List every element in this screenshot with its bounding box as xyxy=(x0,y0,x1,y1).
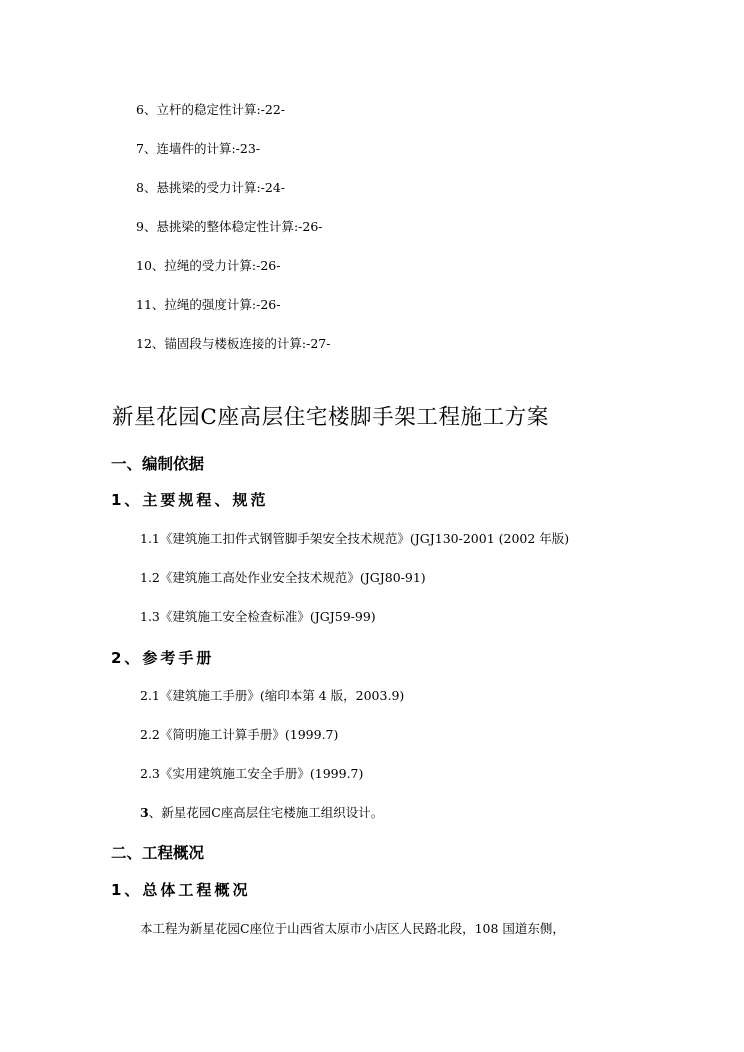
toc-item: 6、立杆的稳定性计算:-22- xyxy=(136,102,286,117)
reference-item: 1.1《建筑施工扣件式钢管脚手架安全技术规范》(JGJ130-2001 (2002 年版) xyxy=(140,531,570,546)
toc-item: 12、锚固段与楼板连接的计算:-27- xyxy=(136,336,331,351)
toc-item: 11、拉绳的强度计算:-26- xyxy=(136,297,281,312)
toc-item: 10、拉绳的受力计算:-26- xyxy=(136,258,281,273)
overview-paragraph: 本工程为新星花园C座位于山西省太原市小店区人民路北段，108 国道东侧， xyxy=(140,921,565,936)
toc-item: 8、悬挑梁的受力计算:-24- xyxy=(136,180,286,195)
subsection-heading-regulations: 1、主要规程、规范 xyxy=(111,491,269,509)
reference-item: 2.1《建筑施工手册》(缩印本第 4 版，2003.9) xyxy=(140,688,405,703)
item-text: 、新星花园C座高层住宅楼施工组织设计。 xyxy=(148,805,384,820)
section-heading-basis: 一、编制依据 xyxy=(111,455,205,473)
subsection-heading-general: 1、总体工程概况 xyxy=(111,881,251,899)
document-title: 新星花园C座高层住宅楼脚手架工程施工方案 xyxy=(112,405,549,430)
reference-item: 2.2《简明施工计算手册》(1999.7) xyxy=(140,727,339,742)
toc-item: 7、连墙件的计算:-23- xyxy=(136,141,261,156)
section-heading-overview: 二、工程概况 xyxy=(111,844,205,862)
reference-item: 1.3《建筑施工安全检查标准》(JGJ59-99) xyxy=(140,609,376,624)
reference-item-construction-design xyxy=(140,803,383,821)
item-number: 3 xyxy=(140,805,149,820)
subsection-heading-manuals: 2、参考手册 xyxy=(111,649,215,667)
reference-item: 2.3《实用建筑施工安全手册》(1999.7) xyxy=(140,766,364,781)
toc-item: 9、悬挑梁的整体稳定性计算:-26- xyxy=(136,219,323,234)
reference-item: 1.2《建筑施工高处作业安全技术规范》(JGJ80-91) xyxy=(140,570,426,585)
